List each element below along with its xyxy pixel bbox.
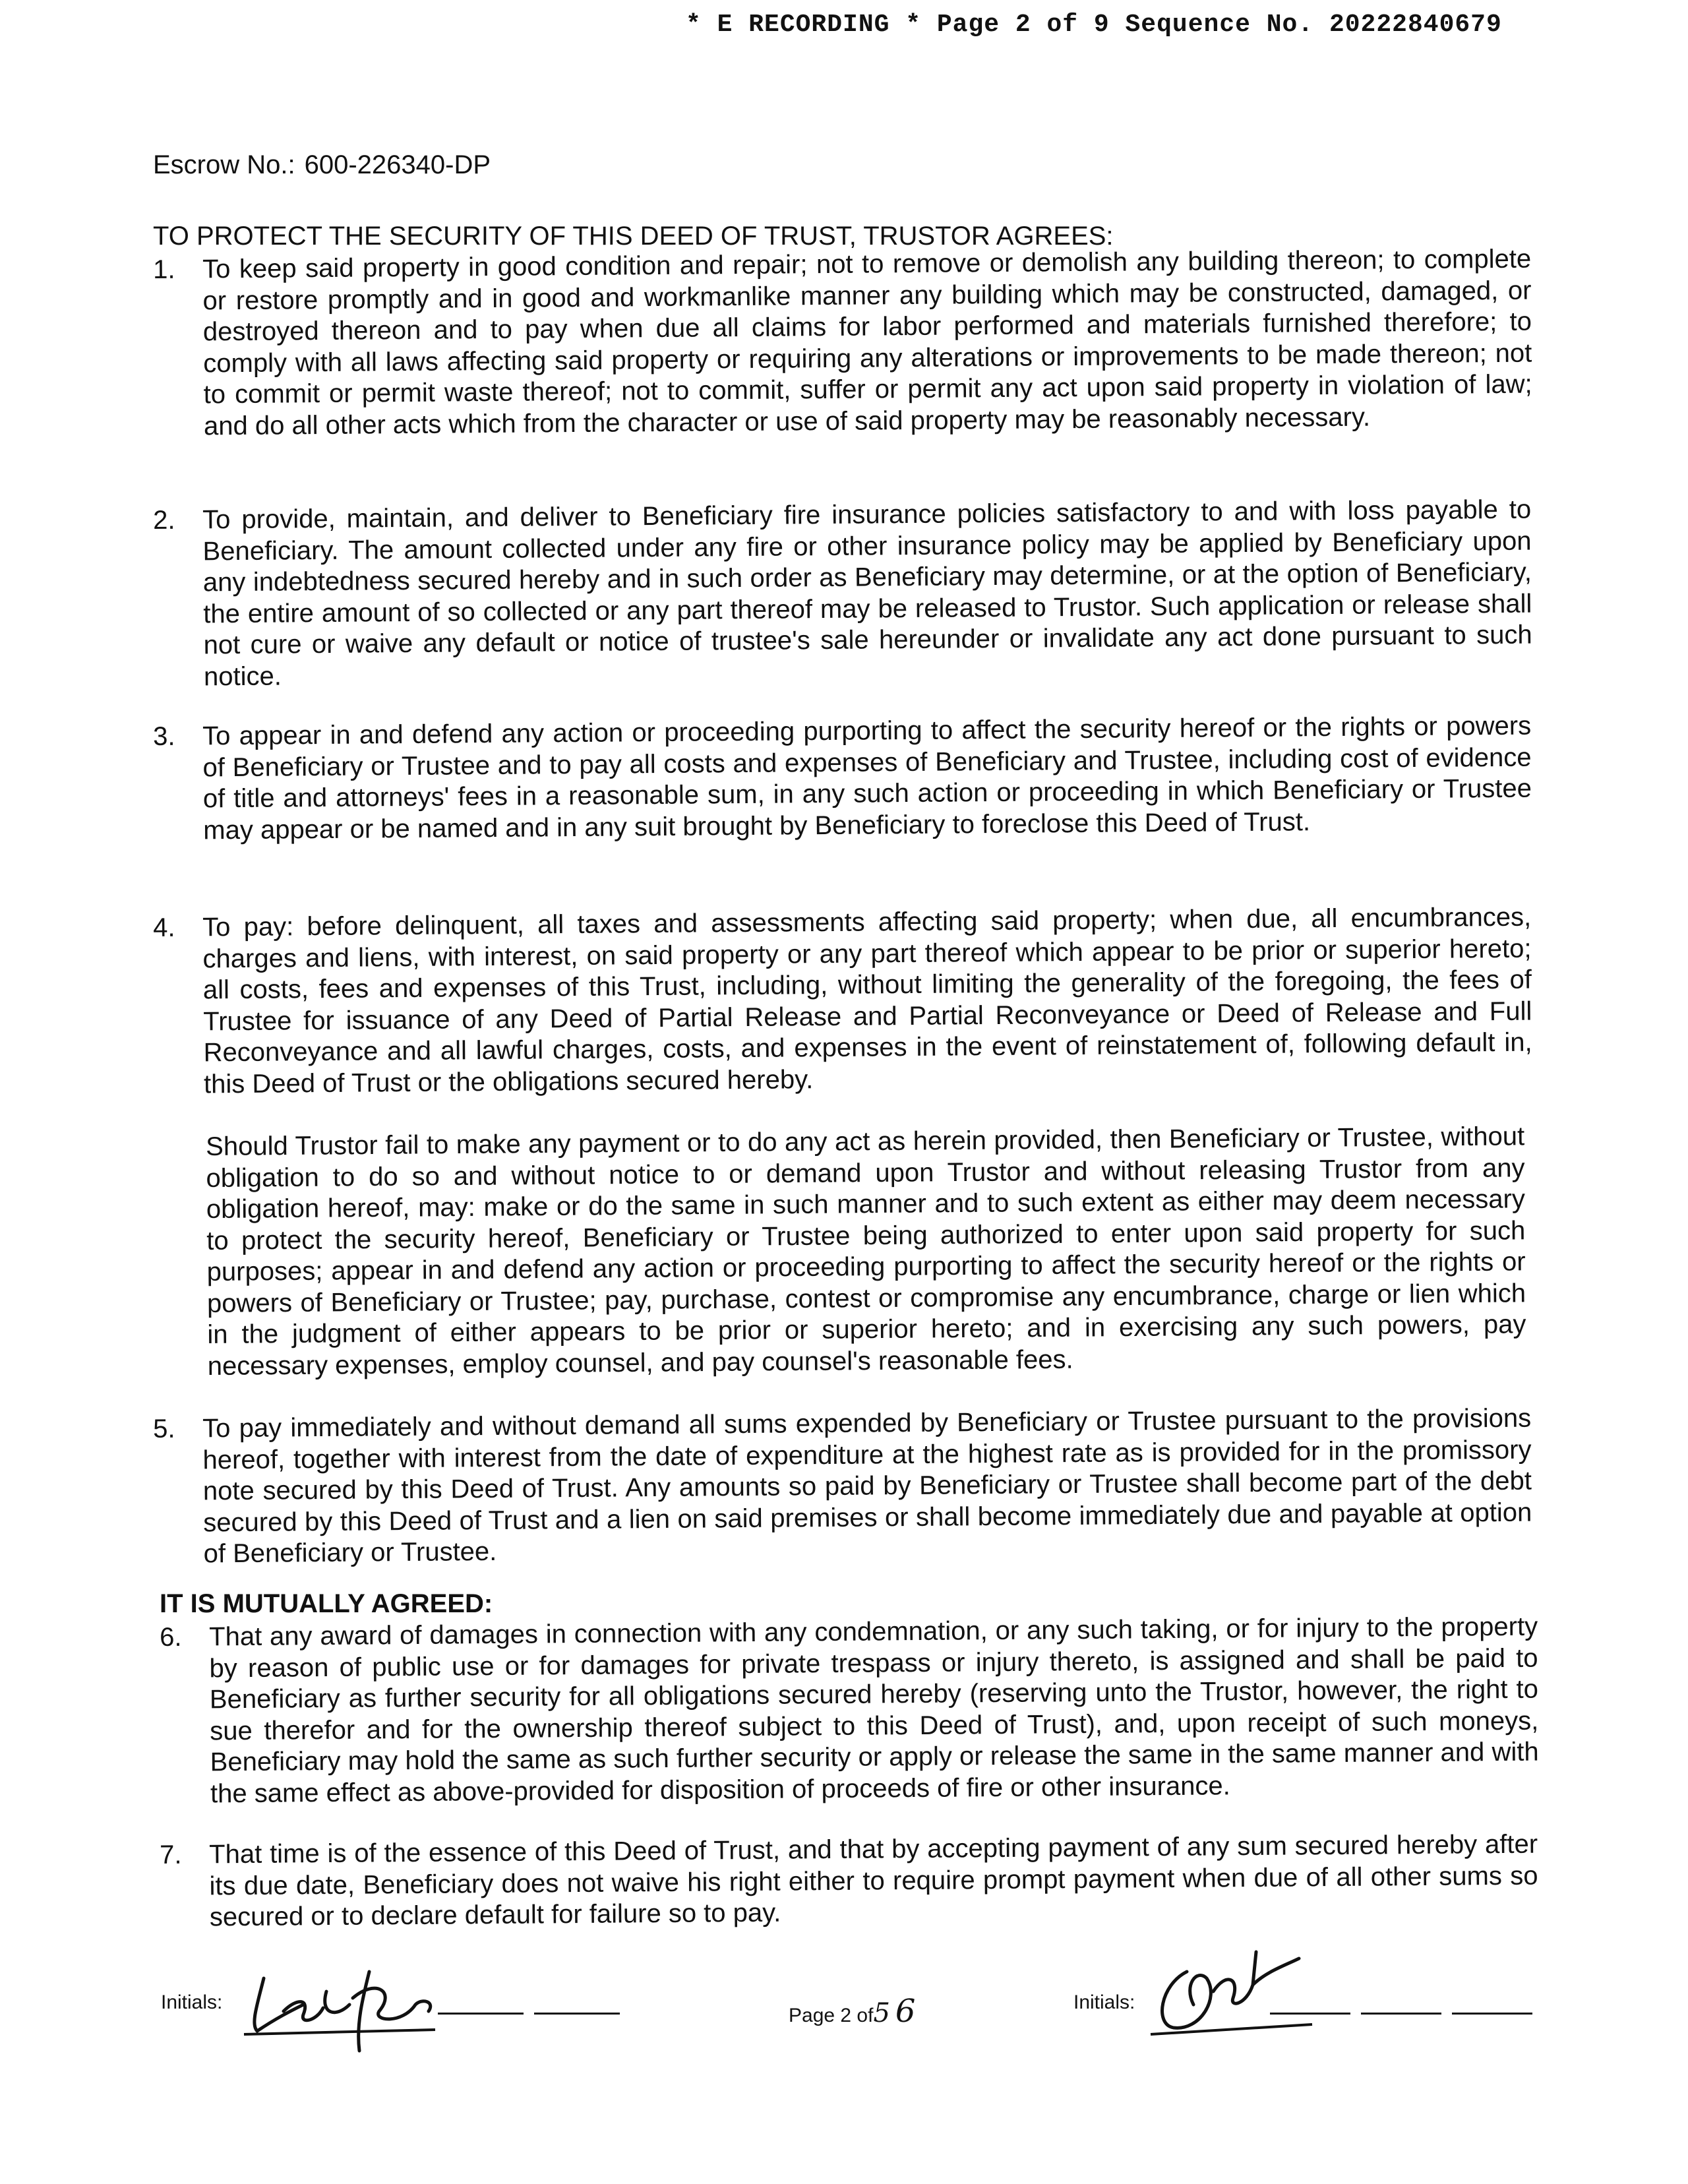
clause-text: That any award of damages in connection with any condemnation, or any such taking, or for injury to the property by reason of public use or for damages for private trespass or injury thereto, is assigned and shall be paid to Beneficiary as further security for all obligations secured hereby (reserving unto the Trustor, however, the right to sue therefor and for the ownership thereof subject to this Deed of Trust), and, upon receipt of such moneys, Beneficiary may hold the same as such further security or apply or release the same in the same manner and with the same effect as above-provided for disposition of proceeds of fire or other insurance. — [209, 1612, 1539, 1808]
initials-blank — [438, 2009, 524, 2015]
handwritten-initials-left — [237, 1952, 448, 2064]
initials-right — [1073, 1991, 1135, 2014]
clause-text: To pay immediately and without demand all sums expended by Beneficiary or Trustee pursuant to the provisions hereof, together with interest from the date of expenditure at the highest rate as is provided for in the promissory note secured by this Deed of Trust. Any amounts so paid by Beneficiary or Trustee shall become part of the debt secured by this Deed of Trust and a lien on said premises or shall become immediately due and payable at option of Beneficiary or Trustee. — [202, 1403, 1532, 1569]
clause-text: To appear in and defend any action or proceeding purporting to affect the security hereof or the rights or powers of Beneficiary or Trustee and to pay all costs and expenses of Beneficiary and Trustee, including cost of evidence of title and attorneys' fees in a reasonable sum, in any such action or proceeding in which Beneficiary or Trustee may appear or be named and in any suit brought by Beneficiary to foreclose this Deed of Trust. — [202, 711, 1532, 845]
clause-number: 4. — [153, 913, 175, 942]
clause-5 — [153, 1403, 1532, 1571]
clause-number: 1. — [153, 255, 175, 284]
clause-6 — [160, 1612, 1539, 1810]
initials-label: Initials: — [161, 1991, 223, 2013]
page-label: Page 2 of — [789, 2005, 874, 2026]
clause-number: 6. — [160, 1622, 182, 1652]
clause-text: That time is of the essence of this Deed of Trust, and that by accepting payment of any sum secured hereby after its due date, Beneficiary does not waive his right either to require prompt payment when due of all other sums so secured or to declare default for failure so to pay. — [209, 1829, 1538, 1932]
clause-number: 7. — [160, 1840, 182, 1869]
clause-3 — [153, 711, 1532, 847]
clause-7 — [160, 1829, 1538, 1934]
clause-text: To keep said property in good condition and repair; not to remove or demolish any building thereon; to complete or restore promptly and in good and workmanlike manner any building which may be constructed, damaged, or destroyed thereon and to pay when due all claims for labor performed and materials furnished therefore; to comply with all laws affecting said property or requiring any alterations or improvements to be made thereon; not to commit or permit waste thereof; not to commit, suffer or permit any act upon said property in violation of law; and do all other acts which from the character or use of said property may be reasonably necessary. — [202, 244, 1532, 440]
section-heading-mutually-agreed: IT IS MUTUALLY AGREED: — [160, 1589, 493, 1618]
section-heading-trustor-agrees: TO PROTECT THE SECURITY OF THIS DEED OF TRUST, TRUSTOR AGREES: — [153, 222, 1114, 251]
handwritten-initials-right — [1147, 1945, 1319, 2044]
initials-blank — [1452, 2009, 1532, 2015]
initials-left — [161, 1991, 222, 2014]
page-number — [789, 1993, 915, 2030]
escrow-value: 600-226340-DP — [304, 150, 491, 179]
initials-blank — [1361, 2009, 1441, 2015]
clause-text: To pay: before delinquent, all taxes and assessments affecting said property; when due, all encumbrances, charges and liens, with interest, on said property or any part thereof which appear to be prior or superior hereto; all costs, fees and expenses of this Trust, including, without limiting the generality of the foregoing, the fees of Trustee for issuance of any Deed of Partial Release and Partial Reconveyance or Deed of Release and Full Reconveyance and all lawful charges, costs, and expenses in the event of reinstatement of, following default in, this Deed of Trust or the obligations secured hereby. — [202, 902, 1532, 1099]
escrow-number — [153, 150, 491, 180]
clause-number: 2. — [153, 505, 175, 535]
page-total-correction: 6 — [895, 1993, 916, 2030]
clause-number: 5. — [153, 1414, 175, 1443]
escrow-label: Escrow No.: — [153, 150, 295, 179]
initials-blank — [534, 2009, 620, 2015]
page-total-handwritten: 5 — [873, 1998, 890, 2028]
clause-2 — [153, 495, 1532, 693]
clause-number: 3. — [153, 721, 175, 751]
clause-text: To provide, maintain, and deliver to Beneficiary fire insurance policies satisfactory to and with loss payable to Beneficiary. The amount collected under any fire or other insurance policy may be applied by Beneficiary upon any indebtedness secured hereby and in such order as Beneficiary may determine, or at the option of Beneficiary, the entire amount of so collected or any part thereof may be released to Trustor. Such application or release shall not cure or waive any default or notice of trustee's sale hereunder or invalidate any act done pursuant to such notice. — [202, 495, 1532, 691]
recording-header: * E RECORDING * Page 2 of 9 Sequence No. 20222840679 — [686, 11, 1502, 39]
initials-blank — [1270, 2009, 1350, 2015]
clause-4-continuation: Should Trustor fail to make any payment or to do any act as herein provided, then Beneficiary or Trustee, without obligation to do so and without notice to or demand upon Trustor and without releasing Trustor from any obligation hereof, may: make or do the same in such manner and to such extent as either may deem necessary to protect the security hereof, Beneficiary or Trustee being authorized to enter upon said property for such purposes; appear in and defend any action or proceeding purporting to affect the security hereof or the rights or powers of Beneficiary or Trustee; pay, purchase, contest or compromise any encumbrance, charge or lien which in the judgment of either appears to be prior or superior hereto; and in exercising any such powers, pay necessary expenses, employ counsel, and pay counsel's reasonable fees. — [206, 1122, 1526, 1381]
clause-1 — [153, 244, 1532, 442]
initials-label: Initials: — [1073, 1991, 1135, 2013]
clause-4 — [153, 902, 1532, 1101]
